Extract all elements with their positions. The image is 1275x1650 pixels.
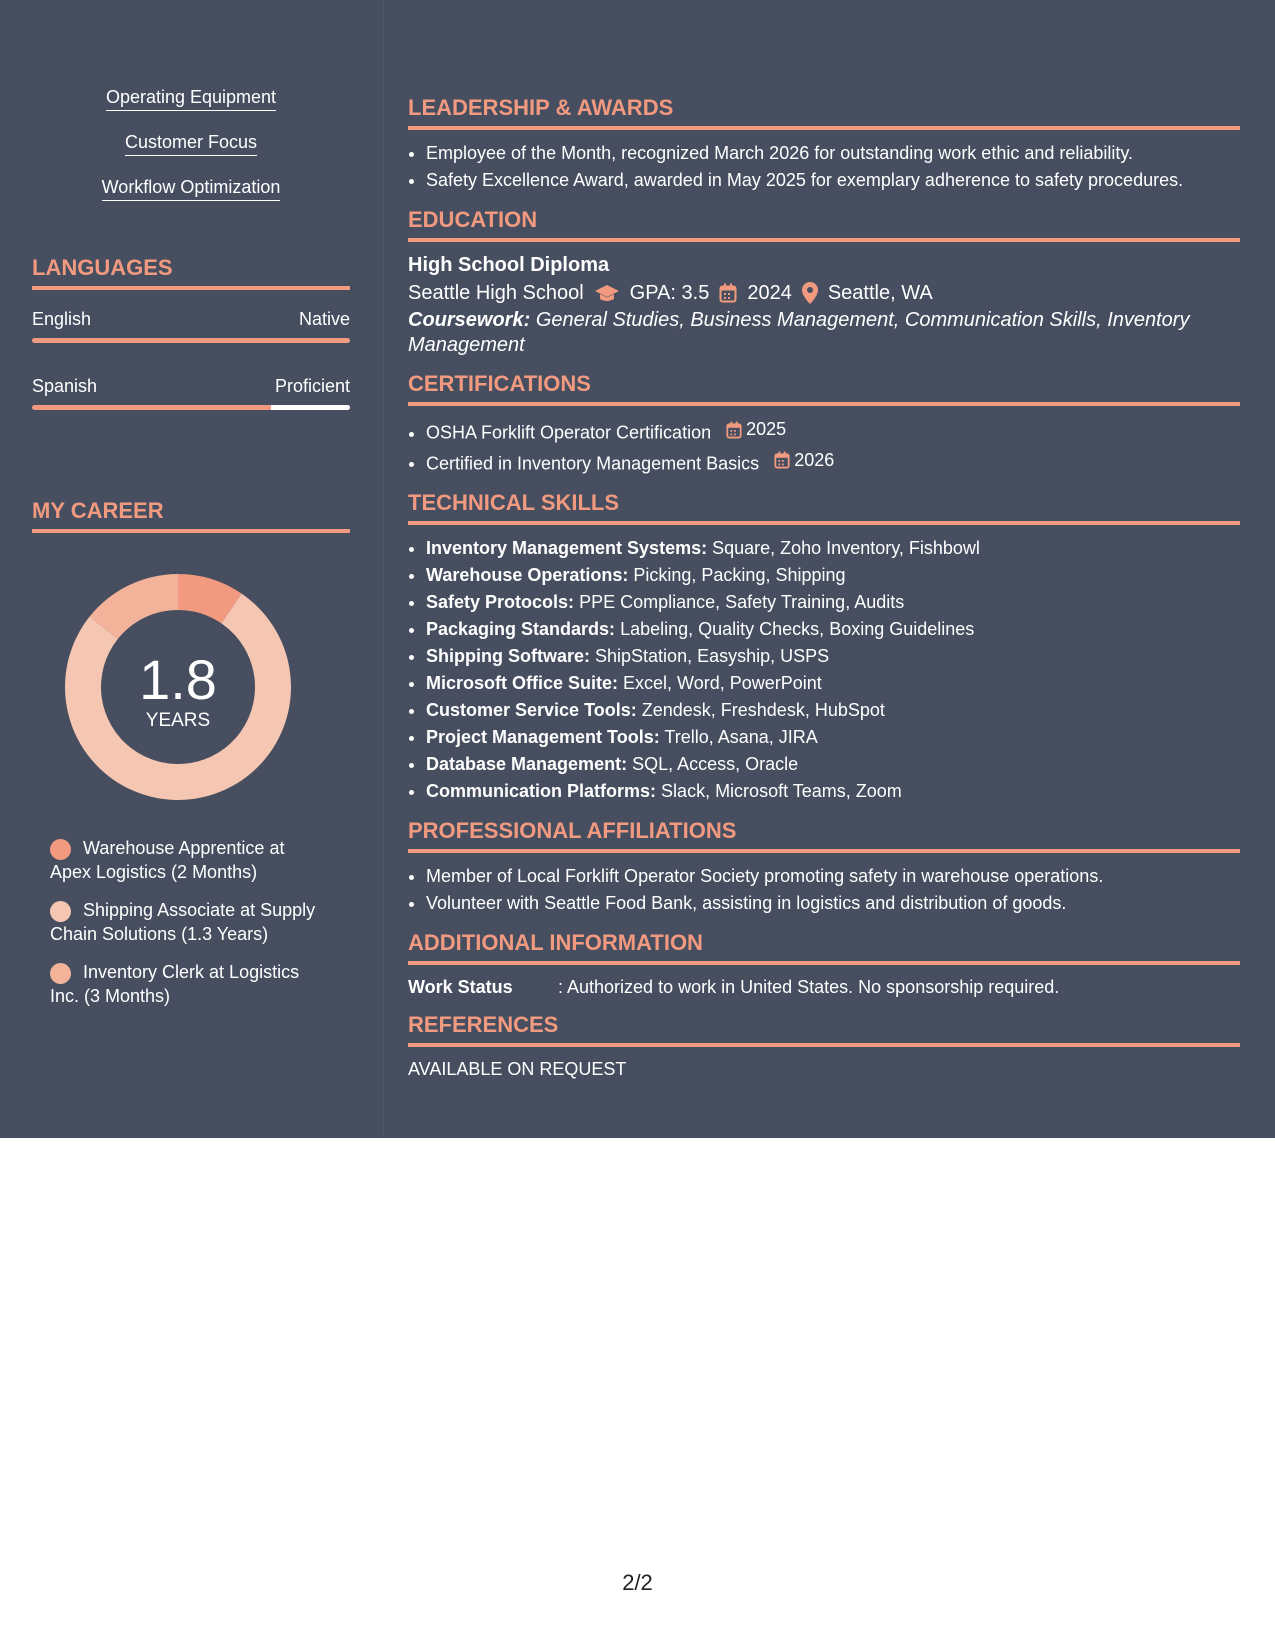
list-item: [426, 643, 1240, 670]
list-item: [426, 616, 1240, 643]
calendar-icon: [774, 451, 790, 469]
additional-info-section: [408, 929, 1240, 999]
skills-tags: [32, 86, 350, 221]
career-legend-item: [50, 898, 320, 946]
skill-value: Zendesk, Freshdesk, HubSpot: [641, 700, 885, 720]
section-title: LANGUAGES: [32, 254, 350, 290]
section-title: ADDITIONAL INFORMATION: [408, 929, 1240, 965]
left-column: [0, 0, 384, 1138]
language-row: [32, 375, 350, 397]
skill-label: Project Management Tools:: [426, 727, 660, 747]
language-level: Native: [298, 309, 350, 329]
skill-value: Excel, Word, PowerPoint: [623, 673, 822, 693]
skill-value: Labeling, Quality Checks, Boxing Guidelines: [620, 619, 975, 639]
section-title: PROFESSIONAL AFFILIATIONS: [408, 817, 1240, 853]
coursework: [408, 308, 1240, 358]
references-section: [408, 1011, 1240, 1081]
skill-label: Microsoft Office Suite:: [426, 673, 619, 693]
skill-value: Picking, Packing, Shipping: [633, 565, 846, 585]
skill-tag: Customer Focus: [125, 131, 257, 156]
list-item: [426, 416, 1240, 447]
skill-label: Shipping Software:: [426, 646, 590, 666]
list-item: [426, 778, 1240, 805]
affiliations-section: [408, 817, 1240, 917]
references-text: AVAILABLE ON REQUEST: [408, 1059, 627, 1079]
calendar-icon: [726, 421, 742, 439]
list-item: [426, 724, 1240, 751]
skill-label: Database Management:: [426, 754, 628, 774]
technical-skills-section: [408, 489, 1240, 805]
list-item: • Volunteer with Seattle Food Bank, assisting in logistics and distribution of goods.: [426, 890, 1240, 917]
section-title: LEADERSHIP & AWARDS: [408, 94, 1240, 130]
location-pin-icon: [802, 282, 818, 304]
list-item: [426, 589, 1240, 616]
language-level: Proficient: [274, 376, 350, 396]
career-section: [32, 497, 350, 533]
degree: High School Diploma: [408, 254, 610, 276]
career-legend-item: [50, 960, 320, 1008]
legend-dot-icon: [50, 839, 71, 860]
certification-name: Certified in Inventory Management Basics: [426, 453, 760, 473]
certification-year: 2025: [746, 419, 787, 439]
section-title: TECHNICAL SKILLS: [408, 489, 1240, 525]
skill-tag: Workflow Optimization: [102, 176, 281, 201]
skill-tag: Operating Equipment: [106, 86, 276, 111]
language-bar: [32, 338, 350, 343]
skill-value: ShipStation, Easyship, USPS: [595, 646, 830, 666]
section-title: CERTIFICATIONS: [408, 370, 1240, 406]
skill-value: Square, Zoho Inventory, Fishbowl: [712, 538, 980, 558]
coursework-list: General Studies, Business Management, Communication Skills, Inventory Management: [408, 309, 1190, 356]
skill-label: Customer Service Tools:: [426, 700, 637, 720]
language-name: Spanish: [32, 376, 98, 396]
languages-section: [32, 254, 350, 410]
school-name: Seattle High School: [408, 282, 584, 304]
list-item: [426, 697, 1240, 724]
list-item: [426, 535, 1240, 562]
certification-year: 2026: [794, 449, 835, 470]
education-section: [408, 206, 1240, 358]
skill-label: Communication Platforms:: [426, 781, 657, 801]
certifications-section: [408, 370, 1240, 477]
coursework-label: Coursework:: [408, 309, 531, 331]
school-location: Seattle, WA: [827, 282, 933, 304]
list-item: • Safety Excellence Award, awarded in May 2025 for exemplary adherence to safety procedures.: [426, 167, 1240, 194]
language-name: English: [32, 309, 92, 329]
career-legend-item: [50, 836, 320, 884]
language-row: [32, 308, 350, 330]
graduation-cap-icon: [594, 283, 620, 303]
legend-dot-icon: [50, 901, 71, 922]
skill-label: Warehouse Operations:: [426, 565, 629, 585]
skill-value: SQL, Access, Oracle: [632, 754, 799, 774]
page-number: 2/2: [622, 1570, 653, 1595]
list-item: [426, 751, 1240, 778]
list-item: [426, 670, 1240, 697]
work-status-label: Work Status: [408, 977, 513, 997]
career-unit: YEARS: [145, 710, 211, 731]
certification-name: OSHA Forklift Operator Certification: [426, 422, 712, 443]
career-total: 1.8: [139, 648, 217, 711]
language-bar: [32, 405, 350, 410]
legend-label: Warehouse Apprentice at Apex Logistics (2 Months): [50, 838, 285, 882]
education-details: [408, 278, 1240, 308]
skill-value: Trello, Asana, JIRA: [664, 727, 818, 747]
legend-label: Shipping Associate at Supply Chain Solutions (1.3 Years): [50, 900, 316, 944]
right-column: [408, 0, 1240, 1138]
skill-label: Inventory Management Systems:: [426, 538, 708, 558]
skill-value: PPE Compliance, Safety Training, Audits: [579, 592, 905, 612]
legend-dot-icon: [50, 963, 71, 984]
skill-value: Slack, Microsoft Teams, Zoom: [661, 781, 902, 801]
skill-label: Packaging Standards:: [426, 619, 616, 639]
section-title: REFERENCES: [408, 1011, 1240, 1047]
career-legend: [50, 836, 320, 1022]
calendar-icon: [719, 283, 737, 303]
section-title: MY CAREER: [32, 497, 350, 533]
graduation-year: 2024: [747, 282, 792, 304]
list-item: [426, 562, 1240, 589]
list-item: • Employee of the Month, recognized March 2026 for outstanding work ethic and reliability.: [426, 140, 1240, 167]
skill-label: Safety Protocols:: [426, 592, 575, 612]
list-item: [426, 447, 1240, 478]
section-title: EDUCATION: [408, 206, 1240, 242]
gpa: GPA: 3.5: [629, 282, 710, 304]
work-status-row: [408, 975, 1240, 999]
leadership-section: [408, 94, 1240, 194]
work-status-value: : Authorized to work in United States. No sponsorship required.: [558, 977, 1060, 997]
legend-label: Inventory Clerk at Logistics Inc. (3 Months): [50, 962, 300, 1006]
list-item: • Member of Local Forklift Operator Society promoting safety in warehouse operations.: [426, 863, 1240, 890]
